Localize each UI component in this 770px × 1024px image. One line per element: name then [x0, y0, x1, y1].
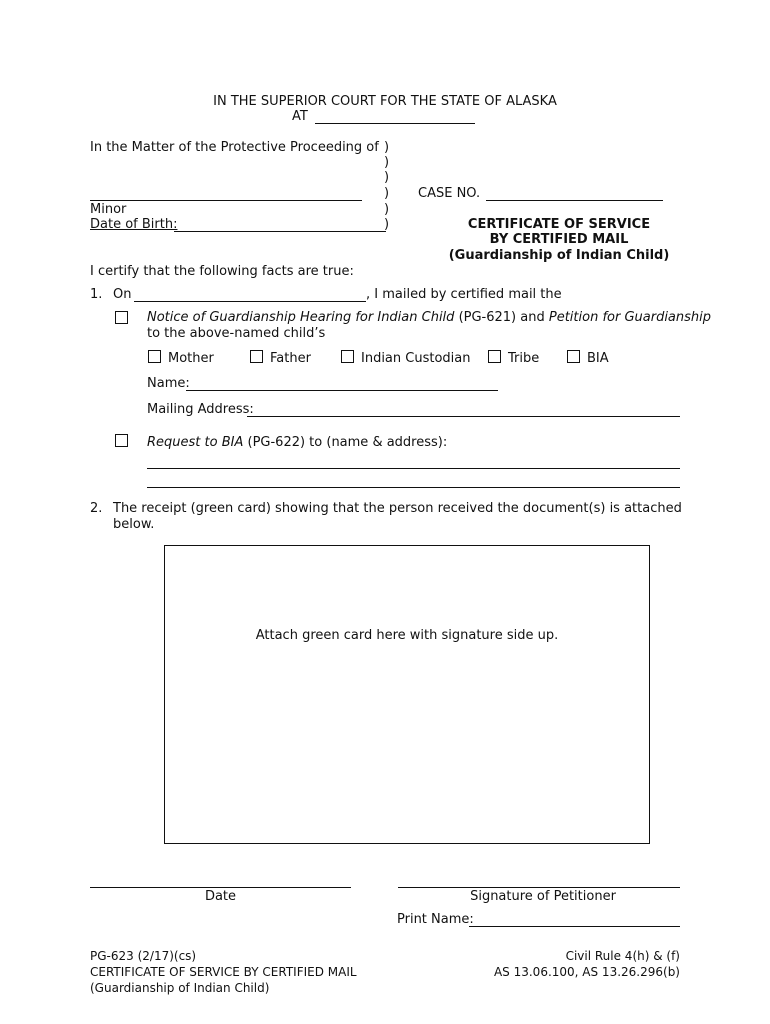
date-line[interactable]	[90, 887, 351, 888]
on-label: On	[113, 287, 132, 302]
footer-form-subtitle: (Guardianship of Indian Child)	[90, 981, 270, 995]
at-label: AT	[292, 109, 308, 124]
signature-label: Signature of Petitioner	[470, 889, 616, 904]
tribe-label: Tribe	[508, 351, 540, 366]
indian-custodian-label: Indian Custodian	[361, 351, 471, 366]
receipt-text: The receipt (green card) showing that the person received the document(s) is attached	[113, 501, 682, 516]
caption-paren: )	[384, 202, 390, 217]
father-checkbox[interactable]	[250, 350, 263, 363]
civil-rule-ref: Civil Rule 4(h) & (f)	[565, 949, 680, 963]
case-no-line[interactable]	[486, 200, 663, 201]
tribe-checkbox[interactable]	[488, 350, 501, 363]
name-line[interactable]	[186, 390, 498, 391]
mailing-address-label: Mailing Address:	[147, 402, 254, 417]
dob-line[interactable]	[174, 231, 386, 232]
caption-paren: )	[384, 217, 390, 232]
bia-address-line[interactable]	[147, 468, 680, 469]
dob-label: Date of Birth:	[90, 217, 178, 232]
request-bia-rest: (PG-622) to (name & address):	[243, 435, 448, 450]
name-label: Name:	[147, 376, 190, 391]
bia-label: BIA	[587, 351, 609, 366]
bia-checkbox[interactable]	[567, 350, 580, 363]
request-bia-checkbox[interactable]	[115, 434, 128, 447]
print-name-line[interactable]	[469, 926, 680, 927]
signature-line[interactable]	[398, 887, 680, 888]
notice-code: (PG-621) and	[454, 310, 549, 325]
bia-address-line[interactable]	[147, 487, 680, 488]
mother-label: Mother	[168, 351, 214, 366]
petition-title: Petition for Guardianship	[548, 310, 712, 325]
minor-label: Minor	[90, 202, 127, 217]
father-label: Father	[270, 351, 311, 366]
footer-form-title: CERTIFICATE OF SERVICE BY CERTIFIED MAIL	[90, 965, 357, 979]
form-title: (Guardianship of Indian Child)	[448, 248, 670, 263]
at-blank-line[interactable]	[315, 123, 475, 124]
court-heading: IN THE SUPERIOR COURT FOR THE STATE OF ALASKA	[213, 94, 557, 109]
item-number: 2.	[90, 501, 103, 516]
above-named-text: to the above-named child’s	[147, 326, 326, 341]
mail-date-line[interactable]	[134, 301, 366, 302]
print-name-label: Print Name:	[397, 912, 474, 927]
caption-paren: )	[384, 140, 390, 155]
notice-text	[147, 311, 711, 324]
indian-custodian-checkbox[interactable]	[341, 350, 354, 363]
case-no-label: CASE NO.	[418, 186, 481, 201]
mother-checkbox[interactable]	[148, 350, 161, 363]
form-id: PG-623 (2/17)(cs)	[90, 949, 197, 963]
notice-checkbox[interactable]	[115, 311, 128, 324]
minor-name-line[interactable]	[90, 200, 362, 201]
attach-instruction: Attach green card here with signature side up.	[255, 628, 559, 643]
notice-title: Notice of Guardianship Hearing for Indian Child	[147, 310, 455, 325]
item-number: 1.	[90, 287, 103, 302]
receipt-text: below.	[113, 517, 155, 532]
date-label: Date	[204, 889, 237, 904]
matter-label: In the Matter of the Protective Proceeding of	[90, 140, 379, 155]
caption-paren: )	[384, 155, 390, 170]
mailing-address-line[interactable]	[247, 416, 680, 417]
green-card-attach-box	[164, 545, 650, 844]
statute-ref: AS 13.06.100, AS 13.26.296(b)	[493, 965, 680, 979]
caption-paren: )	[384, 186, 390, 201]
request-bia-text	[147, 436, 447, 449]
mailed-text: , I mailed by certified mail the	[366, 287, 562, 302]
caption-paren: )	[384, 170, 390, 185]
form-title: CERTIFICATE OF SERVICE	[467, 217, 651, 232]
request-bia-title: Request to BIA	[147, 435, 244, 450]
form-title: BY CERTIFIED MAIL	[489, 232, 629, 247]
certify-statement: I certify that the following facts are true:	[90, 264, 354, 279]
